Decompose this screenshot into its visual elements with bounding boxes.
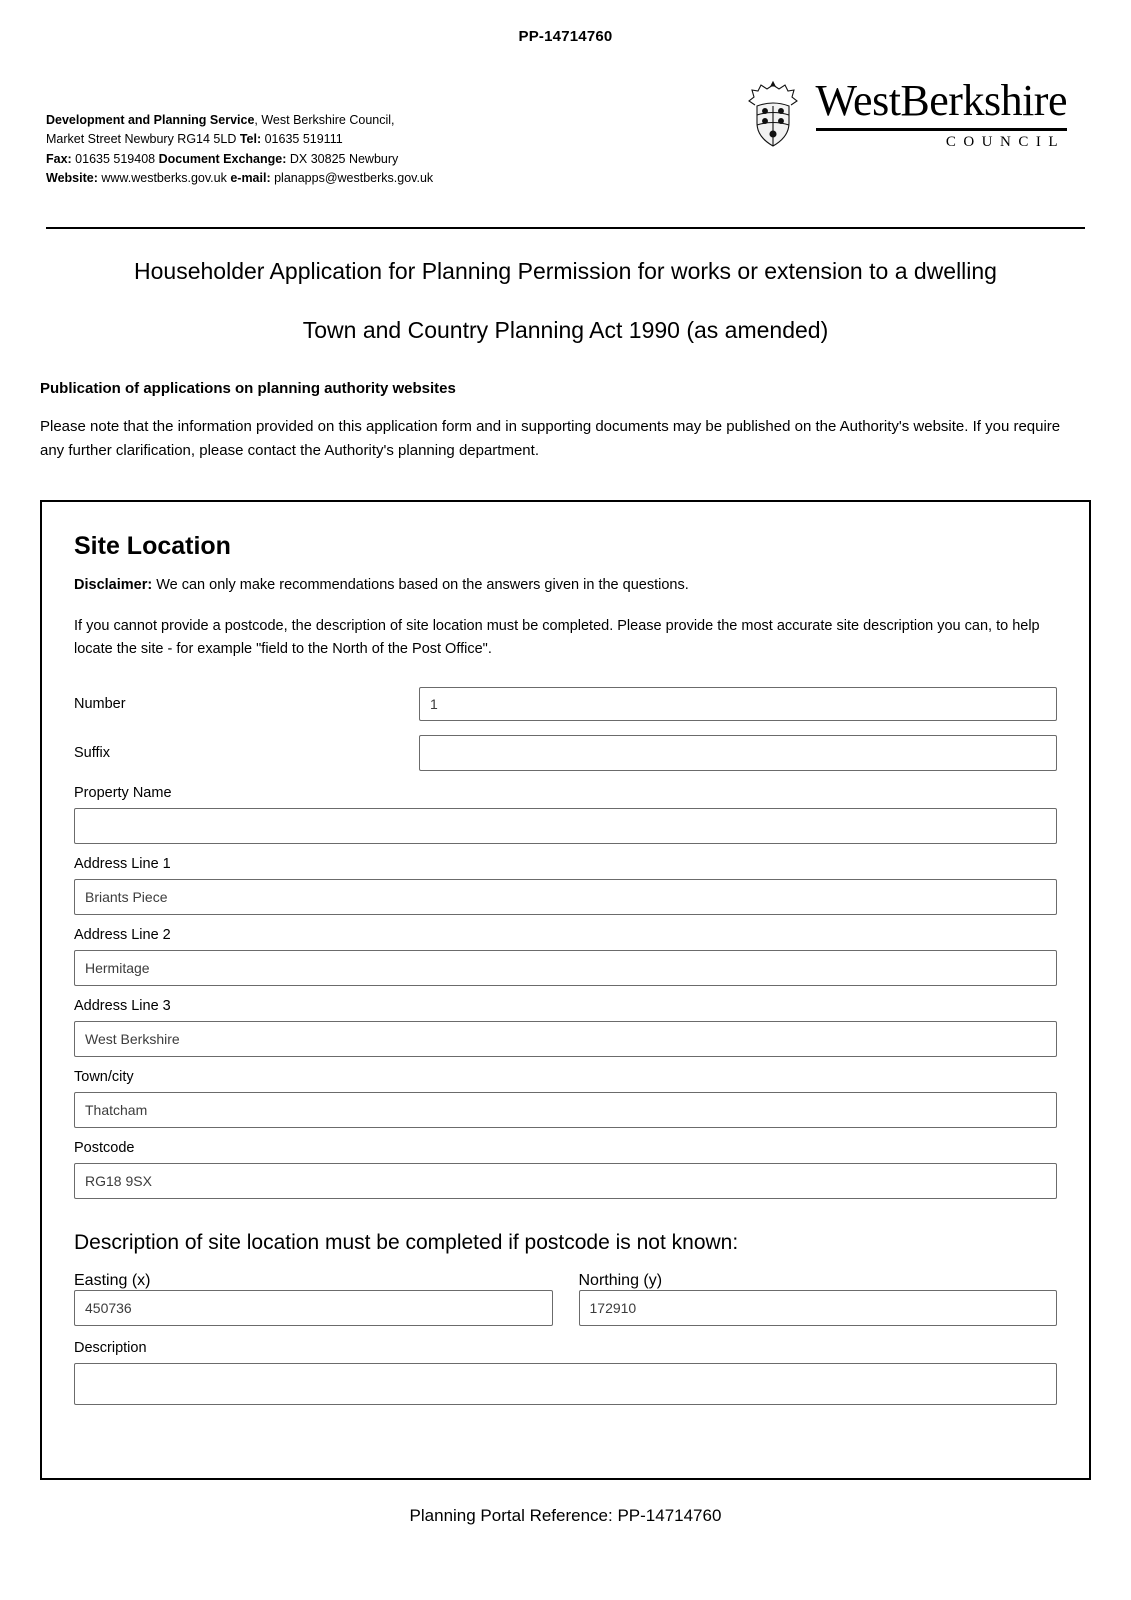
- contact-line-3: [46, 150, 433, 169]
- coordinates-row: [74, 1272, 1057, 1326]
- address-line-1-label: Address Line 1: [74, 855, 171, 872]
- contact-line-2: [46, 130, 433, 149]
- field-northing: [579, 1272, 1058, 1326]
- number-label: Number: [74, 695, 126, 712]
- field-number: [74, 687, 1057, 721]
- disclaimer: [74, 575, 1057, 597]
- contact-fax-label: Fax:: [46, 151, 72, 166]
- council-contact-block: [46, 79, 433, 189]
- description-section-heading: Description of site location must be completed if postcode is not known:: [74, 1230, 739, 1254]
- contact-line-1: [46, 111, 433, 130]
- field-address-line-3: [74, 998, 1057, 1057]
- contact-line-1-rest: , West Berkshire Council,: [254, 113, 395, 127]
- site-location-intro: If you cannot provide a postcode, the description of site location must be completed. Please provide the most accurate site description you can, to help locate the site - for example "field to the North of the Post Office".: [74, 617, 1040, 657]
- field-address-line-2: [74, 927, 1057, 986]
- contact-dx-value: DX 30825 Newbury: [286, 151, 399, 166]
- form-title: Householder Application for Planning Permission for works or extension to a dwelling: [134, 257, 997, 284]
- letterhead: [40, 76, 1091, 189]
- contact-website-label: Website:: [46, 171, 98, 186]
- contact-line-4: [46, 169, 433, 188]
- wordmark-subtext: COUNCIL: [945, 133, 1065, 150]
- wordmark: [815, 76, 1067, 151]
- header-divider: [46, 227, 1085, 229]
- description-label: Description: [74, 1340, 147, 1357]
- field-postcode: [74, 1140, 1057, 1199]
- field-easting: [74, 1272, 553, 1326]
- council-logo: [744, 76, 1085, 153]
- suffix-label: Suffix: [74, 744, 111, 761]
- northing-input[interactable]: [579, 1290, 1058, 1326]
- page-footer: Planning Portal Reference: PP-14714760: [409, 1505, 722, 1525]
- suffix-input[interactable]: [419, 735, 1057, 771]
- contact-line-1-bold: Development and Planning Service: [46, 113, 255, 127]
- town-city-input[interactable]: [74, 1092, 1057, 1128]
- address-line-1-input[interactable]: [74, 879, 1057, 915]
- contact-fax-value: 01635 519408: [71, 151, 159, 166]
- address-line-2-input[interactable]: [74, 950, 1057, 986]
- contact-dx-label: Document Exchange:: [158, 151, 287, 166]
- easting-label: Easting (x): [74, 1272, 151, 1290]
- contact-line-2-address: Market Street Newbury RG14 5LD: [46, 132, 240, 147]
- wordmark-text: WestBerkshire: [815, 76, 1067, 125]
- easting-input[interactable]: [74, 1290, 553, 1326]
- site-location-card: [40, 500, 1091, 1480]
- document-reference: PP-14714760: [518, 28, 613, 45]
- description-textarea[interactable]: [74, 1363, 1057, 1405]
- publication-body: Please note that the information provided on this application form and in supporting documents may be published on the Authority's website. If you require any further clarification, please contact the Authority's planning department.: [40, 418, 1061, 459]
- northing-label: Northing (y): [578, 1272, 663, 1290]
- disclaimer-label: Disclaimer:: [74, 576, 153, 593]
- address-line-2-label: Address Line 2: [74, 926, 171, 943]
- field-address-line-1: [74, 856, 1057, 915]
- field-property-name: [74, 785, 1057, 844]
- contact-tel-value: 01635 519111: [261, 132, 343, 147]
- disclaimer-text: We can only make recommendations based on the answers given in the questions.: [152, 576, 689, 593]
- contact-email-label: e-mail:: [230, 171, 271, 186]
- property-name-label: Property Name: [74, 784, 172, 801]
- number-input[interactable]: [419, 687, 1057, 721]
- address-line-3-label: Address Line 3: [74, 997, 171, 1014]
- field-town-city: [74, 1069, 1057, 1128]
- property-name-input[interactable]: [74, 808, 1057, 844]
- publication-heading: Publication of applications on planning authority websites: [40, 380, 456, 398]
- postcode-label: Postcode: [74, 1139, 135, 1156]
- site-location-heading: Site Location: [74, 531, 231, 560]
- coat-of-arms-icon: [744, 79, 802, 153]
- town-city-label: Town/city: [74, 1068, 134, 1085]
- contact-website-value: www.westberks.gov.uk: [97, 171, 231, 186]
- contact-email-value: planapps@westberks.gov.uk: [270, 171, 434, 186]
- address-line-3-input[interactable]: [74, 1021, 1057, 1057]
- postcode-input[interactable]: [74, 1163, 1057, 1199]
- contact-tel-label: Tel:: [239, 132, 262, 147]
- field-description: [74, 1340, 1057, 1405]
- form-subtitle: Town and Country Planning Act 1990 (as amended): [302, 317, 829, 344]
- field-suffix: [74, 735, 1057, 771]
